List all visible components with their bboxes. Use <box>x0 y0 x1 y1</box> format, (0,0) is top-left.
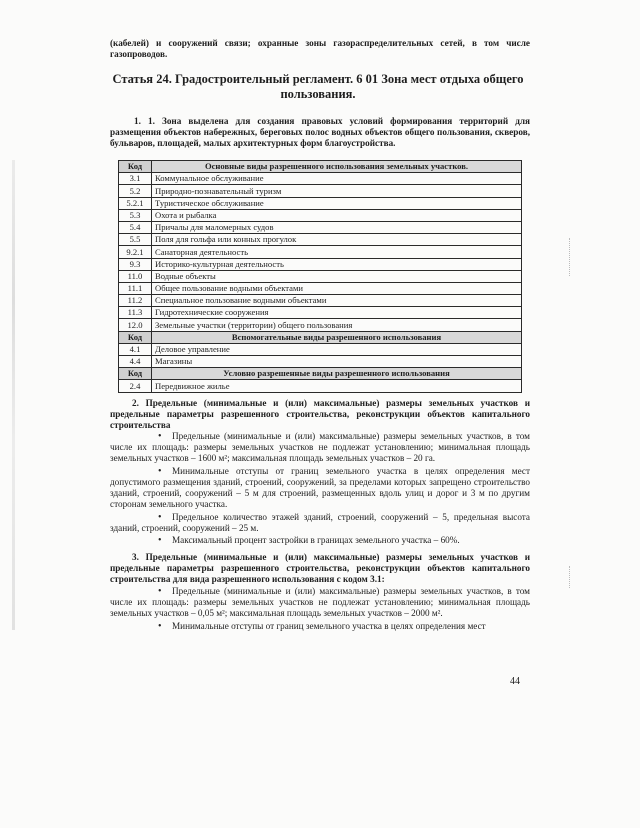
table-row <box>119 185 522 197</box>
table-row <box>119 295 522 307</box>
use-code-cell: 5.2 <box>119 185 152 197</box>
use-label-cell: Водные объекты <box>152 270 522 282</box>
table-row <box>119 221 522 233</box>
table-row <box>119 209 522 221</box>
use-label-cell: Передвижное жилье <box>152 380 522 392</box>
bullet-icon: • <box>158 621 162 632</box>
article-title: Статья 24. Градостроительный регламент. 6 01 Зона мест отдыха общего пользования. <box>112 72 524 101</box>
scan-dotted-mark <box>569 238 570 276</box>
header-code-cell: Код <box>119 331 152 343</box>
bullet-icon: • <box>158 586 162 597</box>
header-code-cell: Код <box>119 368 152 380</box>
use-label-cell: Специальное пользование водными объектами <box>152 295 522 307</box>
intro-paragraph: 1. 1. Зона выделена для создания правовых условий формирования территорий для размещения объектов набережных, береговых полос водных объектов общего пользования, скверов, бульваров, площадей, малых архитектурных форм благоустройства. <box>110 116 530 148</box>
section2-heading: 2. Предельные (минимальные и (или) максимальные) размеры земельных участков и предельные параметры разрешенного строительства, реконструкции объектов капитального строительства <box>110 398 530 430</box>
section2-bullet: Предельное количество этажей зданий, строений, сооружений – 5, предельная высота зданий, строений, сооружений – 25 м. <box>110 512 530 533</box>
top-continuation-text: (кабелей) и сооружений связи; охранные зоны газораспределительных сетей, в том числе газопроводов. <box>110 38 530 59</box>
table-row <box>119 234 522 246</box>
table-section-header <box>119 368 522 380</box>
use-label-cell: Историко-культурная деятельность <box>152 258 522 270</box>
table-row <box>119 258 522 270</box>
table-row <box>119 343 522 355</box>
use-label-cell: Причалы для маломерных судов <box>152 221 522 233</box>
bullet-icon: • <box>158 512 162 523</box>
section3-bullet: Предельные (минимальные и (или) максимальные) размеры земельных участков, в том числе их площадь: размеры земельных участков не подлежат установлению; минимальная площадь земельных участков – 0,05 м²; максимальная площадь земельных участков – 2000 м². <box>110 586 530 618</box>
header-code-cell: Код <box>119 161 152 173</box>
header-label-cell: Условно разрешенные виды разрешенного использования <box>152 368 522 380</box>
use-code-cell: 5.4 <box>119 221 152 233</box>
use-label-cell: Деловое управление <box>152 343 522 355</box>
table-row <box>119 319 522 331</box>
use-label-cell: Магазины <box>152 356 522 368</box>
use-label-cell: Санаторная деятельность <box>152 246 522 258</box>
bullet-icon: • <box>158 431 162 442</box>
use-code-cell: 3.1 <box>119 173 152 185</box>
table-row <box>119 270 522 282</box>
section2-bullet: Минимальные отступы от границ земельного участка в целях определения мест допустимого размещения зданий, строений, сооружений, за пределами которых запрещено строительство зданий, строений, сооружений – 5 м для строений, размещенных вдоль улиц и дорог и 3 м по другим сторонам земельного участка. <box>110 466 530 509</box>
bullet-icon: • <box>158 466 162 477</box>
use-code-cell: 11.1 <box>119 282 152 294</box>
use-label-cell: Поля для гольфа или конных прогулок <box>152 234 522 246</box>
use-code-cell: 4.1 <box>119 343 152 355</box>
use-code-cell: 9.2.1 <box>119 246 152 258</box>
use-code-cell: 11.2 <box>119 295 152 307</box>
use-code-cell: 5.2.1 <box>119 197 152 209</box>
header-label-cell: Основные виды разрешенного использования земельных участков. <box>152 161 522 173</box>
table-row <box>119 282 522 294</box>
bullet-icon: • <box>158 535 162 546</box>
use-label-cell: Охота и рыбалка <box>152 209 522 221</box>
table-row <box>119 380 522 392</box>
table-row <box>119 356 522 368</box>
use-label-cell: Туристическое обслуживание <box>152 197 522 209</box>
use-code-cell: 2.4 <box>119 380 152 392</box>
section3-bullet: Минимальные отступы от границ земельного участка в целях определения мест <box>172 621 486 631</box>
table-row <box>119 197 522 209</box>
scan-edge-artifact <box>12 160 15 630</box>
table-section-header <box>119 161 522 173</box>
use-code-cell: 11.0 <box>119 270 152 282</box>
use-label-cell: Коммунальное обслуживание <box>152 173 522 185</box>
section2-bullet: Максимальный процент застройки в границах земельного участка – 60%. <box>172 535 460 545</box>
use-code-cell: 5.5 <box>119 234 152 246</box>
use-label-cell: Земельные участки (территории) общего пользования <box>152 319 522 331</box>
use-code-cell: 11.3 <box>119 307 152 319</box>
table-row <box>119 246 522 258</box>
use-code-cell: 12.0 <box>119 319 152 331</box>
use-label-cell: Гидротехнические сооружения <box>152 307 522 319</box>
table-row <box>119 307 522 319</box>
use-code-cell: 4.4 <box>119 356 152 368</box>
use-code-cell: 5.3 <box>119 209 152 221</box>
page-number: 44 <box>510 676 520 687</box>
land-use-table <box>118 160 522 393</box>
use-code-cell: 9.3 <box>119 258 152 270</box>
scan-dotted-mark <box>569 566 570 588</box>
table-row <box>119 173 522 185</box>
section2-bullet: Предельные (минимальные и (или) максимальные) размеры земельных участков, в том числе их площадь: размеры земельных участков не подлежат установлению; минимальная площадь земельных участков – 1600 м²; максимальная площадь земельных участков – 20 га. <box>110 431 530 463</box>
header-label-cell: Вспомогательные виды разрешенного использования <box>152 331 522 343</box>
use-label-cell: Природно-познавательный туризм <box>152 185 522 197</box>
section3-heading: 3. Предельные (минимальные и (или) максимальные) размеры земельных участков и предельные параметры разрешенного строительства, реконструкции объектов капитального строительства для вида разрешенного использования с кодом 3.1: <box>110 552 530 584</box>
table-section-header <box>119 331 522 343</box>
use-label-cell: Общее пользование водными объектами <box>152 282 522 294</box>
